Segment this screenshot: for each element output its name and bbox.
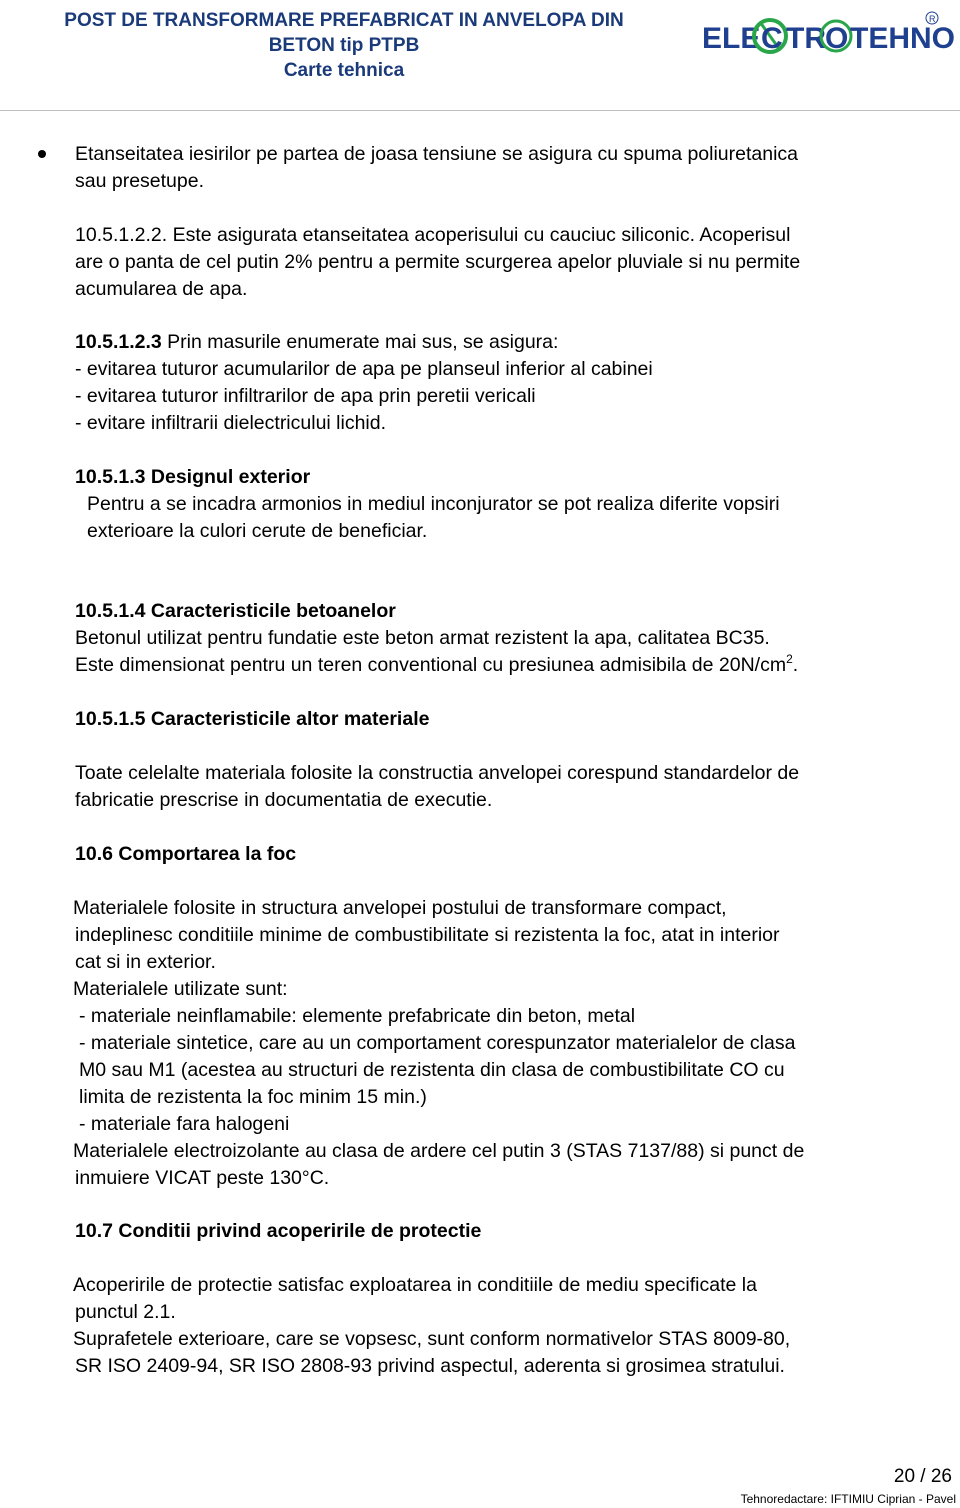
paragraph-line: cat si in exterior. bbox=[75, 951, 216, 973]
paragraph-line: inmuiere VICAT peste 130°C. bbox=[75, 1167, 330, 1189]
list-item: - evitarea tuturor infiltrarilor de apa prin peretii vericali bbox=[75, 385, 536, 407]
svg-text:TEHNO: TEHNO bbox=[850, 22, 955, 55]
header-divider bbox=[0, 110, 960, 111]
page-number: 20 / 26 bbox=[893, 1466, 952, 1487]
section-heading: 10.5.1.3 Designul exterior bbox=[75, 466, 311, 488]
paragraph-line: 10.5.1.2.2. Este asigurata etanseitatea acoperisului cu cauciuc siliconic. Acoperisul bbox=[75, 224, 791, 246]
title-line-2: BETON tip PTPB bbox=[268, 35, 420, 56]
list-item: - materiale fara halogeni bbox=[79, 1113, 290, 1135]
paragraph-line: Acoperirile de protectie satisfac exploatarea in conditiile de mediu specificate la bbox=[73, 1274, 757, 1296]
section-heading: 10.5.1.4 Caracteristicile betoanelor bbox=[75, 600, 396, 622]
section-heading: 10.5.1.5 Caracteristicile altor materiale bbox=[75, 708, 430, 730]
section-number: 10.5.1.2.3 bbox=[75, 331, 162, 353]
svg-text:TR: TR bbox=[786, 22, 826, 55]
list-item: - evitarea tuturor acumularilor de apa pe planseul inferior al cabinei bbox=[75, 358, 653, 380]
paragraph-line: Materialele electroizolante au clasa de ardere cel putin 3 (STAS 7137/88) si punct de bbox=[73, 1140, 805, 1162]
bullet-dot bbox=[38, 150, 46, 158]
paragraph-text: . bbox=[792, 654, 799, 676]
paragraph-line: Materialele utilizate sunt: bbox=[73, 978, 288, 1000]
section-heading: 10.7 Conditii privind acoperirile de protectie bbox=[75, 1220, 482, 1242]
paragraph-line: punctul 2.1. bbox=[75, 1301, 176, 1323]
paragraph-line: Toate celelalte materiala folosite la constructia anvelopei corespund standardelor de bbox=[75, 762, 800, 784]
superscript: 2 bbox=[786, 652, 793, 666]
list-item: limita de rezistenta la foc minim 15 min.) bbox=[79, 1086, 427, 1108]
document-title bbox=[0, 8, 688, 83]
paragraph-line bbox=[75, 652, 798, 679]
paragraph-line bbox=[75, 329, 558, 356]
paragraph-line: sau presetupe. bbox=[75, 170, 205, 192]
paragraph-line: Materialele folosite in structura anvelopei postului de transformare compact, bbox=[73, 897, 727, 919]
electrotehno-logo bbox=[698, 8, 955, 64]
svg-text:R: R bbox=[929, 14, 936, 24]
footer-credit: Tehnoredactare: IFTIMIU Ciprian - Pavel bbox=[740, 1492, 956, 1506]
svg-text:O: O bbox=[825, 22, 849, 55]
paragraph-line: exterioare la culori cerute de beneficiar. bbox=[87, 520, 428, 542]
paragraph-line: are o panta de cel putin 2% pentru a permite scurgerea apelor pluviale si nu permite bbox=[75, 251, 801, 273]
paragraph-line: Betonul utilizat pentru fundatie este beton armat rezistent la apa, calitatea BC35. bbox=[75, 627, 770, 649]
section-heading: 10.6 Comportarea la foc bbox=[75, 843, 297, 865]
svg-text:C: C bbox=[761, 22, 783, 55]
paragraph-line: acumularea de apa. bbox=[75, 278, 248, 300]
list-item: - materiale sintetice, care au un comportament corespunzator materialelor de clasa bbox=[79, 1032, 796, 1054]
list-item: - materiale neinflamabile: elemente prefabricate din beton, metal bbox=[79, 1005, 636, 1027]
list-item: - evitare infiltrarii dielectricului lichid. bbox=[75, 412, 387, 434]
title-line-1: POST DE TRANSFORMARE PREFABRICAT IN ANVELOPA DIN bbox=[64, 10, 624, 31]
paragraph-text: Este dimensionat pentru un teren conventional cu presiunea admisibila de 20N/cm bbox=[75, 654, 787, 676]
paragraph-line: Etanseitatea iesirilor pe partea de joasa tensiune se asigura cu spuma poliuretanica bbox=[75, 143, 799, 165]
paragraph-line: Pentru a se incadra armonios in mediul inconjurator se pot realiza diferite vopsiri bbox=[87, 493, 780, 515]
paragraph-line: fabricatie prescrise in documentatia de executie. bbox=[75, 789, 493, 811]
paragraph-text: Prin masurile enumerate mai sus, se asigura: bbox=[161, 331, 559, 353]
svg-text:ELE: ELE bbox=[702, 22, 761, 55]
title-line-3: Carte tehnica bbox=[283, 60, 405, 81]
paragraph-line: indeplinesc conditiile minime de combustibilitate si rezistenta la foc, atat in interior bbox=[75, 924, 780, 946]
paragraph-line: Suprafetele exterioare, care se vopsesc, sunt conform normativelor STAS 8009-80, bbox=[73, 1328, 791, 1350]
list-item: M0 sau M1 (acestea au structuri de rezistenta din clasa de combustibilitate CO cu bbox=[79, 1059, 785, 1081]
paragraph-line: SR ISO 2409-94, SR ISO 2808-93 privind aspectul, aderenta si grosimea stratului. bbox=[75, 1355, 785, 1377]
